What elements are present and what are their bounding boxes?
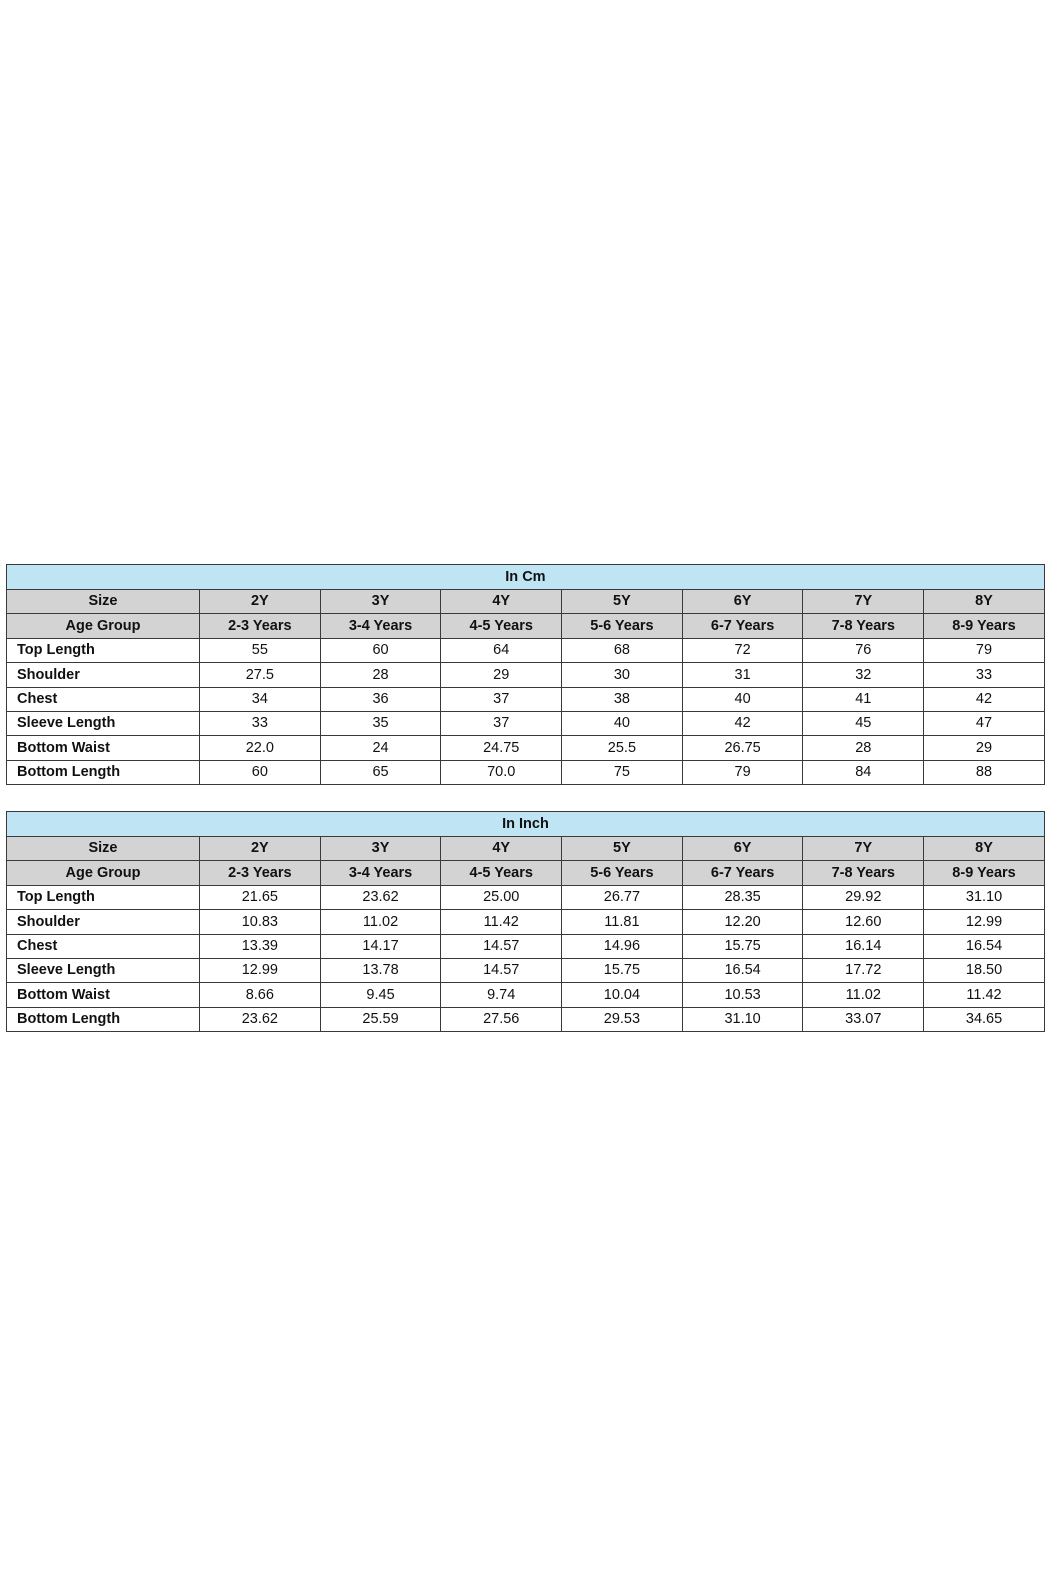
value-cell: 14.96 [562,934,683,958]
header-cell: 8Y [924,837,1045,861]
measurement-row [7,958,1045,982]
value-cell: 42 [924,687,1045,711]
value-cell: 33.07 [803,1007,924,1031]
value-cell: 10.53 [682,983,803,1007]
value-cell: 24.75 [441,736,562,760]
value-cell: 27.56 [441,1007,562,1031]
table-caption: In Cm [7,565,1045,590]
value-cell: 75 [562,760,683,784]
value-cell: 79 [682,760,803,784]
measurement-row [7,663,1045,687]
size-chart-inch-table [6,811,1045,1032]
value-cell: 14.17 [320,934,441,958]
value-cell: 16.14 [803,934,924,958]
value-cell: 25.5 [562,736,683,760]
value-cell: 9.74 [441,983,562,1007]
value-cell: 35 [320,711,441,735]
value-cell: 12.60 [803,910,924,934]
value-cell: 16.54 [924,934,1045,958]
header-cell: 3-4 Years [320,861,441,885]
header-cell: 7-8 Years [803,861,924,885]
value-cell: 76 [803,638,924,662]
header-cell: 3Y [320,837,441,861]
value-cell: 34 [200,687,321,711]
value-cell: 13.39 [200,934,321,958]
row-label: Sleeve Length [7,711,200,735]
value-cell: 37 [441,687,562,711]
value-cell: 40 [682,687,803,711]
table-caption: In Inch [7,812,1045,837]
row-label: Chest [7,934,200,958]
value-cell: 33 [200,711,321,735]
value-cell: 12.20 [682,910,803,934]
value-cell: 9.45 [320,983,441,1007]
value-cell: 21.65 [200,885,321,909]
value-cell: 17.72 [803,958,924,982]
value-cell: 60 [200,760,321,784]
value-cell: 25.59 [320,1007,441,1031]
measurement-row [7,687,1045,711]
value-cell: 72 [682,638,803,662]
size-header-row [7,590,1045,614]
value-cell: 70.0 [441,760,562,784]
header-cell: 8Y [924,590,1045,614]
row-label: Bottom Length [7,760,200,784]
header-cell: 2Y [200,590,321,614]
value-cell: 10.83 [200,910,321,934]
value-cell: 65 [320,760,441,784]
measurement-row [7,983,1045,1007]
header-cell: 3Y [320,590,441,614]
value-cell: 28 [803,736,924,760]
header-cell: 4Y [441,590,562,614]
value-cell: 68 [562,638,683,662]
value-cell: 23.62 [200,1007,321,1031]
value-cell: 33 [924,663,1045,687]
value-cell: 29 [441,663,562,687]
row-label: Sleeve Length [7,958,200,982]
header-cell: 7-8 Years [803,614,924,638]
header-cell: 5-6 Years [562,861,683,885]
measurement-row [7,736,1045,760]
value-cell: 64 [441,638,562,662]
row-label: Shoulder [7,910,200,934]
row-label: Age Group [7,614,200,638]
row-label: Size [7,837,200,861]
value-cell: 47 [924,711,1045,735]
value-cell: 15.75 [682,934,803,958]
value-cell: 14.57 [441,934,562,958]
row-label: Chest [7,687,200,711]
value-cell: 8.66 [200,983,321,1007]
value-cell: 88 [924,760,1045,784]
value-cell: 40 [562,711,683,735]
value-cell: 36 [320,687,441,711]
row-label: Size [7,590,200,614]
value-cell: 29.53 [562,1007,683,1031]
header-cell: 3-4 Years [320,614,441,638]
value-cell: 29.92 [803,885,924,909]
measurement-row [7,934,1045,958]
value-cell: 10.04 [562,983,683,1007]
measurement-row [7,910,1045,934]
header-cell: 7Y [803,837,924,861]
value-cell: 11.42 [441,910,562,934]
header-cell: 5Y [562,590,683,614]
value-cell: 27.5 [200,663,321,687]
value-cell: 26.75 [682,736,803,760]
measurement-row [7,885,1045,909]
row-label: Bottom Waist [7,983,200,1007]
value-cell: 60 [320,638,441,662]
header-cell: 6-7 Years [682,861,803,885]
value-cell: 34.65 [924,1007,1045,1031]
measurement-row [7,760,1045,784]
value-cell: 28 [320,663,441,687]
measurement-row [7,711,1045,735]
value-cell: 45 [803,711,924,735]
row-label: Bottom Waist [7,736,200,760]
header-cell: 5Y [562,837,683,861]
value-cell: 22.0 [200,736,321,760]
value-cell: 79 [924,638,1045,662]
value-cell: 12.99 [924,910,1045,934]
header-cell: 8-9 Years [924,614,1045,638]
header-cell: 6-7 Years [682,614,803,638]
value-cell: 15.75 [562,958,683,982]
measurement-row [7,1007,1045,1031]
value-cell: 28.35 [682,885,803,909]
value-cell: 32 [803,663,924,687]
header-cell: 6Y [682,837,803,861]
row-label: Bottom Length [7,1007,200,1031]
value-cell: 11.42 [924,983,1045,1007]
age-group-header-row [7,614,1045,638]
header-cell: 4-5 Years [441,614,562,638]
value-cell: 37 [441,711,562,735]
header-cell: 8-9 Years [924,861,1045,885]
value-cell: 55 [200,638,321,662]
value-cell: 13.78 [320,958,441,982]
value-cell: 16.54 [682,958,803,982]
value-cell: 84 [803,760,924,784]
row-label: Shoulder [7,663,200,687]
row-label: Age Group [7,861,200,885]
value-cell: 31.10 [924,885,1045,909]
age-group-header-row [7,861,1045,885]
value-cell: 38 [562,687,683,711]
header-cell: 4Y [441,837,562,861]
value-cell: 42 [682,711,803,735]
header-cell: 7Y [803,590,924,614]
value-cell: 25.00 [441,885,562,909]
header-cell: 2-3 Years [200,861,321,885]
value-cell: 11.02 [803,983,924,1007]
value-cell: 29 [924,736,1045,760]
value-cell: 12.99 [200,958,321,982]
value-cell: 31 [682,663,803,687]
value-cell: 11.02 [320,910,441,934]
value-cell: 23.62 [320,885,441,909]
value-cell: 41 [803,687,924,711]
measurement-row [7,638,1045,662]
header-cell: 2-3 Years [200,614,321,638]
header-cell: 2Y [200,837,321,861]
value-cell: 30 [562,663,683,687]
header-cell: 5-6 Years [562,614,683,638]
value-cell: 18.50 [924,958,1045,982]
value-cell: 31.10 [682,1007,803,1031]
size-header-row [7,837,1045,861]
value-cell: 26.77 [562,885,683,909]
value-cell: 11.81 [562,910,683,934]
row-label: Top Length [7,638,200,662]
row-label: Top Length [7,885,200,909]
size-chart-cm-table [6,564,1045,785]
header-cell: 4-5 Years [441,861,562,885]
value-cell: 14.57 [441,958,562,982]
value-cell: 24 [320,736,441,760]
header-cell: 6Y [682,590,803,614]
